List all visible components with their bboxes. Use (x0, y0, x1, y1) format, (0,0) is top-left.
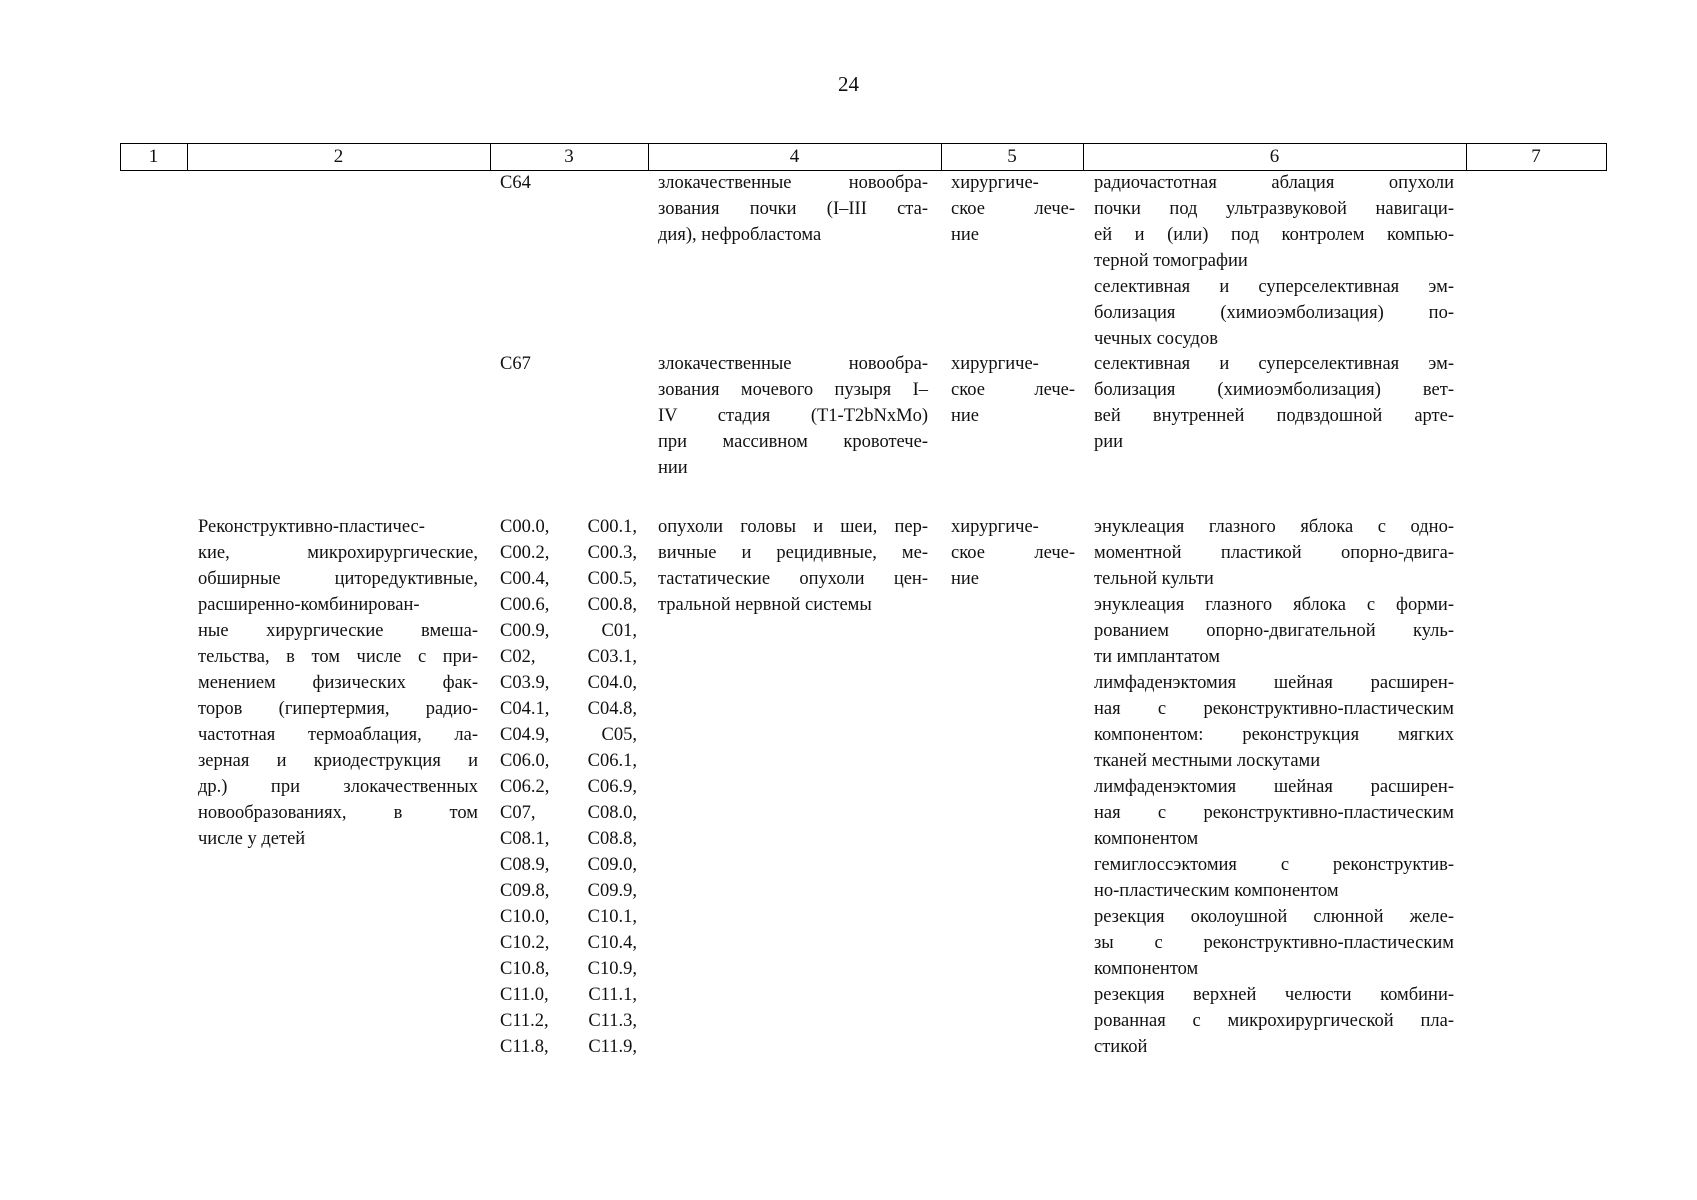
header-cell-1: 1 (148, 146, 159, 167)
method-line: рованная с микрохирургической пла- (1094, 1011, 1454, 1031)
diagnosis-line: опухоли головы и шеи, пер- (658, 517, 928, 537)
code: C08.1, (500, 829, 550, 849)
method-line: но-пластическим компонентом (1094, 881, 1339, 901)
treatment-cell (951, 170, 1075, 248)
code: C00.9, (500, 621, 550, 641)
method-line: чечных сосудов (1094, 329, 1218, 349)
code: C08.0, (587, 803, 637, 823)
code: C11.0, (500, 985, 549, 1005)
code: C03.1, (587, 647, 637, 667)
code: C09.0, (587, 855, 637, 875)
diagnosis-line: при массивном кровотече- (658, 432, 928, 452)
code: C05, (601, 725, 637, 745)
code-pair-line (500, 566, 637, 592)
code: C06.9, (587, 777, 637, 797)
code: C00.2, (500, 543, 550, 563)
code: C08.8, (587, 829, 637, 849)
diagnosis-cell (658, 170, 928, 248)
code: C10.2, (500, 933, 550, 953)
method-line: энуклеация глазного яблока с одно- (1094, 517, 1454, 537)
method-line: резекция околоушной слюнной желе- (1094, 907, 1454, 927)
code-pair-line (500, 644, 637, 670)
method-cell (1094, 170, 1454, 352)
diagnosis-cell (658, 514, 928, 618)
code: C11.3, (588, 1011, 637, 1031)
method-line: компонентом (1094, 959, 1199, 979)
code: C00.5, (587, 569, 637, 589)
code-line: C67 (500, 354, 531, 374)
code: C10.8, (500, 959, 550, 979)
code-pair-line (500, 878, 637, 904)
code-pair-line (500, 540, 637, 566)
method-line: селективная и суперселективная эм- (1094, 277, 1454, 297)
diagnosis-line: зования почки (I–III ста- (658, 199, 928, 219)
code-pair-line (500, 800, 637, 826)
code-cell (500, 351, 640, 377)
intervention-name-cell (198, 514, 478, 852)
code-pair-line (500, 514, 637, 540)
diagnosis-line: нии (658, 458, 688, 478)
intervention-name-line: менением физических фак- (198, 673, 478, 693)
treatment-line: хирургиче- (951, 517, 1039, 537)
intervention-name-line: обширные циторедуктивные, (198, 569, 478, 589)
code: C06.0, (500, 751, 550, 771)
code-pair-line (500, 670, 637, 696)
method-line: вей внутренней подвздошной арте- (1094, 406, 1454, 426)
method-line: ти имплантатом (1094, 647, 1220, 667)
treatment-line: ское лече- (951, 543, 1075, 563)
intervention-name-line: Реконструктивно-пластичес- (198, 517, 425, 537)
method-line: компонентом: реконструкция мягких (1094, 725, 1454, 745)
code: C06.2, (500, 777, 550, 797)
code: C08.9, (500, 855, 550, 875)
method-line: ей и (или) под контролем компью- (1094, 225, 1454, 245)
header-cell-3: 3 (564, 146, 574, 167)
header-cell-6: 6 (1269, 146, 1280, 167)
code: C00.6, (500, 595, 550, 615)
intervention-name-line: кие, микрохирургические, (198, 543, 478, 563)
method-line: компонентом (1094, 829, 1199, 849)
code-pair-line (500, 930, 637, 956)
code: C04.8, (587, 699, 637, 719)
method-line: рованием опорно-двигательной куль- (1094, 621, 1454, 641)
method-line: радиочастотная аблация опухоли (1094, 173, 1454, 193)
header-cell-4: 4 (789, 146, 800, 167)
code: C02, (500, 647, 536, 667)
code-pair-line (500, 774, 637, 800)
code: C10.1, (587, 907, 637, 927)
code-pair-line (500, 852, 637, 878)
code-pair-line (500, 722, 637, 748)
table-top-rule (120, 143, 1607, 144)
code: C04.0, (587, 673, 637, 693)
method-line: тканей местными лоскутами (1094, 751, 1321, 771)
diagnosis-line: зования мочевого пузыря I– (658, 380, 928, 400)
code-pair-line (500, 592, 637, 618)
intervention-name-line: торов (гипертермия, радио- (198, 699, 478, 719)
code-pair-line (500, 696, 637, 722)
diagnosis-cell (658, 351, 928, 481)
code-pair-line (500, 1008, 637, 1034)
method-cell (1094, 351, 1454, 455)
column-divider (1606, 144, 1607, 170)
method-line: гемиглоссэктомия с реконструктив- (1094, 855, 1454, 875)
intervention-name-line: частотная термоаблация, ла- (198, 725, 478, 745)
code: C11.2, (500, 1011, 549, 1031)
code: C10.4, (587, 933, 637, 953)
code: C09.8, (500, 881, 550, 901)
code-pair-line (500, 1034, 637, 1060)
method-line: болизация (химиоэмболизация) вет- (1094, 380, 1454, 400)
intervention-name-line: зерная и криодеструкция и (198, 751, 478, 771)
intervention-name-line: ные хирургические вмеша- (198, 621, 478, 641)
code: C00.0, (500, 517, 550, 537)
code: C11.1, (588, 985, 637, 1005)
method-line: ная с реконструктивно-пластическим (1094, 803, 1454, 823)
code: C09.9, (587, 881, 637, 901)
code: C07, (500, 803, 536, 823)
code: C11.9, (588, 1037, 637, 1057)
code-cell (500, 170, 640, 196)
header-cell-2: 2 (333, 146, 344, 167)
method-line: болизация (химиоэмболизация) по- (1094, 303, 1454, 323)
code-pair-line (500, 748, 637, 774)
method-line: зы с реконструктивно-пластическим (1094, 933, 1454, 953)
treatment-line: хирургиче- (951, 354, 1039, 374)
header-cell-7: 7 (1531, 146, 1541, 167)
treatment-line: ние (951, 569, 980, 589)
page-number: 24 (838, 72, 859, 96)
treatment-line: ское лече- (951, 380, 1075, 400)
treatment-cell (951, 514, 1075, 592)
method-line: моментной пластикой опорно-двига- (1094, 543, 1454, 563)
code: C10.0, (500, 907, 550, 927)
code: C03.9, (500, 673, 550, 693)
code: C00.8, (587, 595, 637, 615)
code: C04.9, (500, 725, 550, 745)
treatment-line: ское лече- (951, 199, 1075, 219)
code: C00.4, (500, 569, 550, 589)
method-line: ная с реконструктивно-пластическим (1094, 699, 1454, 719)
treatment-line: ние (951, 406, 980, 426)
code-pair-line (500, 826, 637, 852)
diagnosis-line: злокачественные новообра- (658, 354, 928, 374)
treatment-line: хирургиче- (951, 173, 1039, 193)
treatment-line: ние (951, 225, 980, 245)
code: C06.1, (587, 751, 637, 771)
method-line: селективная и суперселективная эм- (1094, 354, 1454, 374)
intervention-name-line: др.) при злокачественных (198, 777, 478, 797)
method-line: стикой (1094, 1037, 1148, 1057)
method-cell (1094, 514, 1454, 1060)
treatment-cell (951, 351, 1075, 429)
code-pair-line (500, 956, 637, 982)
code: C01, (601, 621, 637, 641)
method-line: энуклеация глазного яблока с форми- (1094, 595, 1454, 615)
intervention-name-line: расширенно-комбинирован- (198, 595, 420, 615)
intervention-name-line: числе у детей (198, 829, 306, 849)
diagnosis-line: вичные и рецидивные, ме- (658, 543, 928, 563)
method-line: лимфаденэктомия шейная расширен- (1094, 673, 1454, 693)
code: C10.9, (587, 959, 637, 979)
code: C00.1, (587, 517, 637, 537)
code: C04.1, (500, 699, 550, 719)
intervention-name-line: тельства, в том числе с при- (198, 647, 478, 667)
diagnosis-line: дия), нефробластома (658, 225, 822, 245)
method-line: тельной культи (1094, 569, 1214, 589)
diagnosis-line: тральной нервной системы (658, 595, 872, 615)
code-cell (500, 514, 637, 1060)
code-line: C64 (500, 173, 531, 193)
diagnosis-line: тастатические опухоли цен- (658, 569, 928, 589)
code-pair-line (500, 618, 637, 644)
method-line: терной томографии (1094, 251, 1248, 271)
code-pair-line (500, 904, 637, 930)
method-line: лимфаденэктомия шейная расширен- (1094, 777, 1454, 797)
code: C11.8, (500, 1037, 549, 1057)
method-line: почки под ультразвуковой навигаци- (1094, 199, 1454, 219)
code-pair-line (500, 982, 637, 1008)
code: C00.3, (587, 543, 637, 563)
diagnosis-line: злокачественные новообра- (658, 173, 928, 193)
method-line: резекция верхней челюсти комбини- (1094, 985, 1454, 1005)
header-cell-5: 5 (1007, 146, 1017, 167)
method-line: рии (1094, 432, 1124, 452)
intervention-name-line: новообразованиях, в том (198, 803, 478, 823)
diagnosis-line: IV стадия (T1-T2bNxMo) (658, 406, 928, 426)
